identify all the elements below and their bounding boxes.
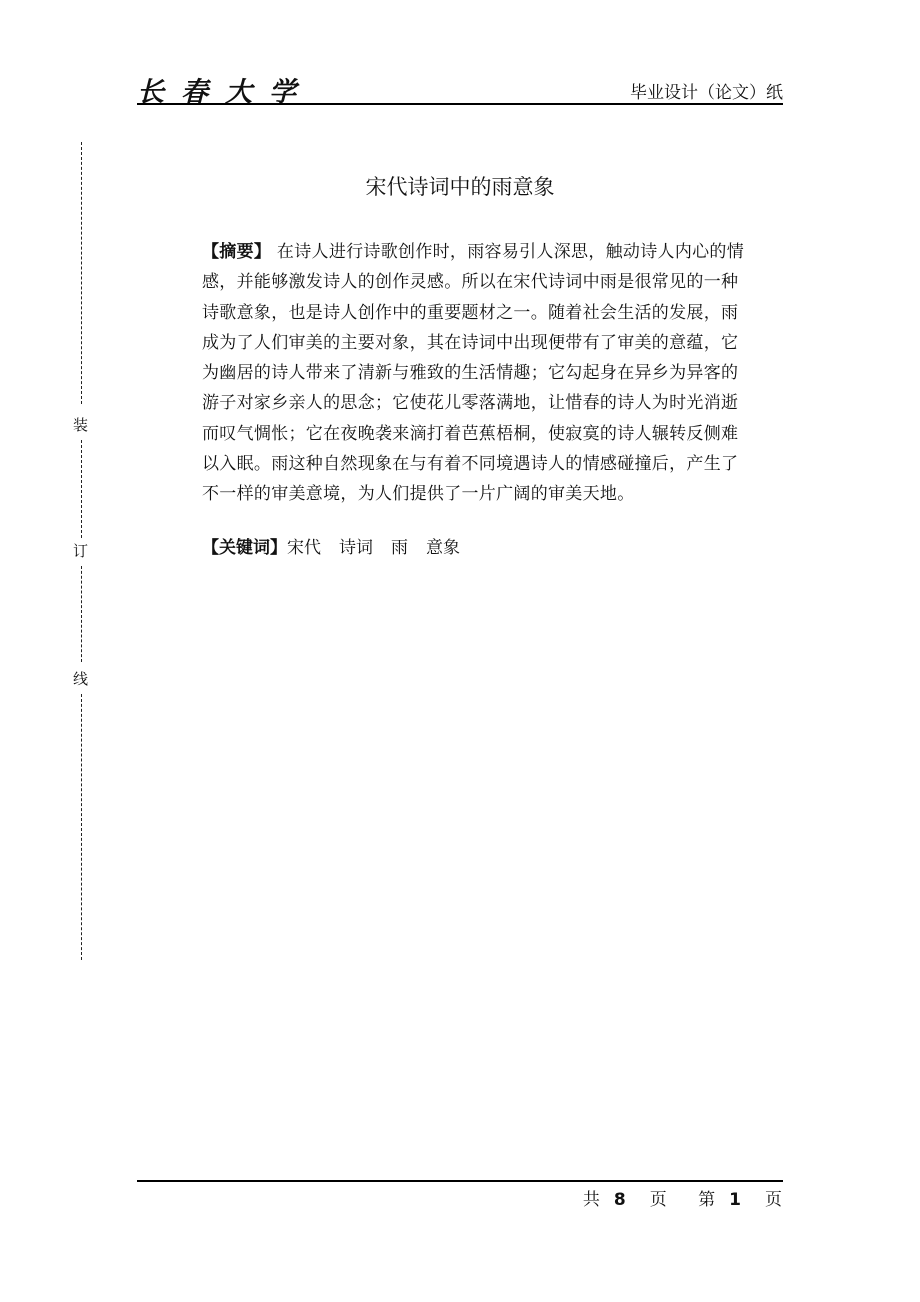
abstract-line: 以入眠。雨这种自然现象在与有着不同境遇诗人的情感碰撞后，产生了 bbox=[202, 454, 739, 475]
total-suffix: 页 bbox=[649, 1190, 667, 1210]
binding-char-zhuang: 装 bbox=[73, 416, 89, 434]
total-prefix: 共 bbox=[582, 1190, 600, 1210]
current-page: 1 bbox=[729, 1190, 741, 1210]
abstract-section bbox=[202, 237, 784, 510]
abstract-line bbox=[202, 237, 784, 267]
abstract-label: 【摘要】 bbox=[202, 242, 272, 262]
page-footer bbox=[573, 1185, 782, 1210]
keyword: 意象 bbox=[426, 538, 460, 558]
abstract-line: 不一样的审美意境，为人们提供了一片广阔的审美天地。 bbox=[202, 484, 635, 505]
binding-char-ding: 订 bbox=[73, 542, 89, 560]
keyword: 诗词 bbox=[339, 538, 373, 558]
keywords-label: 【关键词】 bbox=[202, 538, 287, 558]
binding-dash bbox=[81, 694, 82, 960]
keywords-section bbox=[202, 533, 478, 558]
paper-type: 毕业设计（论文）纸 bbox=[630, 83, 783, 103]
keyword: 宋代 bbox=[287, 538, 321, 558]
binding-dash bbox=[81, 566, 82, 662]
page-title: 宋代诗词中的雨意象 bbox=[365, 175, 555, 199]
university-name: 长春大学 bbox=[137, 77, 313, 108]
footer-rule bbox=[137, 1180, 783, 1182]
abstract-line: 成为了人们审美的主要对象，其在诗词中出现便带有了审美的意蕴，它 bbox=[202, 332, 739, 353]
abstract-line: 游子对家乡亲人的思念；它使花儿零落满地，让惜春的诗人为时光消逝 bbox=[202, 393, 739, 414]
binding-margin bbox=[70, 142, 94, 960]
abstract-text: 在诗人进行诗歌创作时，雨容易引人深思，触动诗人内心的情 bbox=[276, 242, 745, 262]
binding-dash bbox=[81, 440, 82, 538]
total-pages: 8 bbox=[613, 1190, 626, 1210]
abstract-line: 而叹气惆怅；它在夜晚袭来滴打着芭蕉梧桐，使寂寞的诗人辗转反侧难 bbox=[202, 423, 739, 444]
abstract-line: 感，并能够激发诗人的创作灵感。所以在宋代诗词中雨是很常见的一种 bbox=[202, 272, 739, 293]
current-suffix: 页 bbox=[765, 1190, 782, 1210]
abstract-line: 为幽居的诗人带来了清新与雅致的生活情趣；它勾起身在异乡为异客的 bbox=[202, 363, 739, 384]
binding-dash bbox=[81, 142, 82, 404]
binding-char-xian: 线 bbox=[73, 670, 89, 688]
header-rule bbox=[137, 103, 783, 105]
page-header bbox=[137, 70, 783, 108]
abstract-line: 诗歌意象，也是诗人创作中的重要题材之一。随着社会生活的发展，雨 bbox=[202, 302, 739, 323]
current-prefix: 第 bbox=[698, 1190, 716, 1210]
keyword: 雨 bbox=[391, 538, 408, 558]
